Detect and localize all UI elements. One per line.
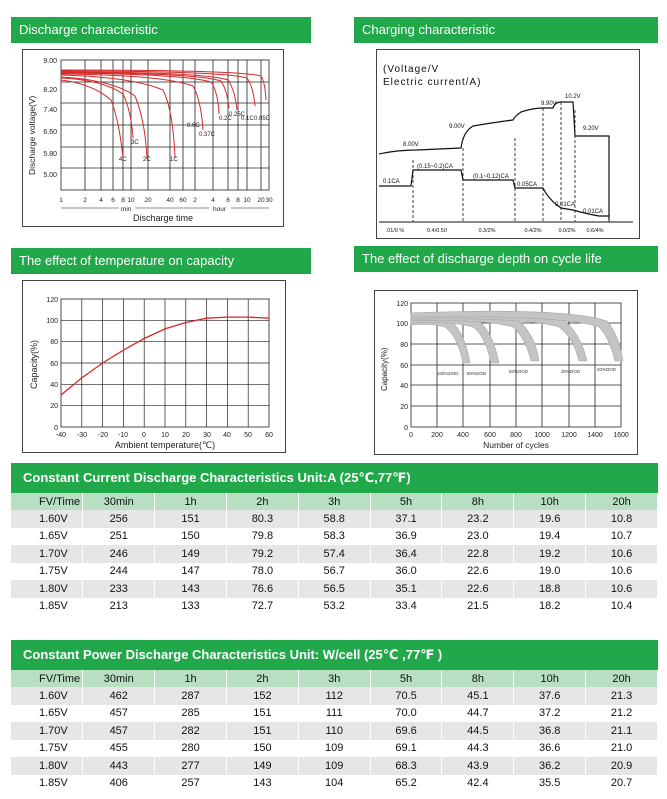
svg-text:0: 0 xyxy=(409,432,413,439)
row-label: 1.80V xyxy=(11,580,83,598)
temperature-x-label: Ambient temperature(℃) xyxy=(114,440,216,450)
charging-chart-svg xyxy=(377,50,639,238)
depth-chart-svg xyxy=(375,291,637,454)
svg-text:200: 200 xyxy=(431,432,443,439)
svg-text:10: 10 xyxy=(161,432,169,439)
table-row xyxy=(11,510,658,528)
temperature-gridlines xyxy=(61,299,269,427)
svg-text:20: 20 xyxy=(400,404,408,411)
svg-text:0.2C: 0.2C xyxy=(219,116,232,122)
svg-text:.01/0 %: .01/0 % xyxy=(385,228,405,234)
table-cell: 277 xyxy=(155,757,227,775)
table-cell: 104 xyxy=(298,775,370,793)
svg-text:2: 2 xyxy=(83,197,87,204)
depth-y-label: Capacity(%) xyxy=(380,347,389,391)
discharge-chart xyxy=(22,49,284,227)
svg-text:100%DOD: 100%DOD xyxy=(437,371,459,376)
svg-text:0.05C: 0.05C xyxy=(254,116,271,122)
row-label: 1.70V xyxy=(11,722,83,740)
svg-text:60: 60 xyxy=(179,197,187,204)
svg-text:1200: 1200 xyxy=(561,432,577,439)
table-row xyxy=(11,580,658,598)
svg-text:1400: 1400 xyxy=(587,432,603,439)
svg-text:40: 40 xyxy=(166,197,174,204)
table-cell: 56.7 xyxy=(298,563,370,581)
temperature-chart-svg xyxy=(23,281,285,452)
table-cell: 56.5 xyxy=(298,580,370,598)
table-cell: 10.6 xyxy=(586,580,658,598)
svg-text:6.60: 6.60 xyxy=(43,129,57,136)
table-cell: 79.2 xyxy=(226,545,298,563)
discharge-y-ticks xyxy=(43,58,57,179)
svg-text:9.20V: 9.20V xyxy=(583,126,599,132)
table-cell: 233 xyxy=(83,580,155,598)
table-cell: 76.6 xyxy=(226,580,298,598)
table-row xyxy=(11,757,658,775)
svg-text:0: 0 xyxy=(54,425,58,432)
svg-text:20: 20 xyxy=(182,432,190,439)
table-cell: 10.8 xyxy=(586,510,658,528)
svg-text:60: 60 xyxy=(265,432,273,439)
temperature-chart xyxy=(22,280,286,453)
constant-current-header-row xyxy=(11,493,658,510)
svg-text:1: 1 xyxy=(59,197,63,204)
svg-text:4: 4 xyxy=(99,197,103,204)
svg-text:20: 20 xyxy=(50,403,58,410)
svg-text:0.6/4%: 0.6/4% xyxy=(586,228,604,234)
table-cell: 251 xyxy=(83,528,155,546)
table-cell: 69.1 xyxy=(370,740,442,758)
svg-text:5.00: 5.00 xyxy=(43,172,57,179)
svg-text:20: 20 xyxy=(257,197,265,204)
svg-text:50: 50 xyxy=(244,432,252,439)
table-cell: 19.4 xyxy=(514,528,586,546)
svg-text:8: 8 xyxy=(236,197,240,204)
svg-text:60: 60 xyxy=(400,363,408,370)
svg-text:0.3/2%: 0.3/2% xyxy=(478,228,496,234)
svg-text:8.20: 8.20 xyxy=(43,87,57,94)
svg-text:-30: -30 xyxy=(76,432,88,439)
table-row xyxy=(11,775,658,793)
svg-text:400: 400 xyxy=(457,432,469,439)
column-header: 3h xyxy=(298,493,370,510)
row-label: 1.70V xyxy=(11,545,83,563)
table-cell: 33.4 xyxy=(370,598,442,616)
table-cell: 257 xyxy=(155,775,227,793)
table-row xyxy=(11,722,658,740)
svg-text:2: 2 xyxy=(193,197,197,204)
discharge-x-label: Discharge time xyxy=(132,213,194,223)
table-cell: 152 xyxy=(226,687,298,705)
svg-text:6: 6 xyxy=(226,197,230,204)
constant-power-title: Constant Power Discharge Characteristics Unit: W/cell (25℃ ,77℉ ) xyxy=(11,640,658,670)
column-header: 5h xyxy=(370,670,442,687)
table-cell: 36.8 xyxy=(514,722,586,740)
svg-text:80: 80 xyxy=(400,342,408,349)
table-cell: 44.3 xyxy=(442,740,514,758)
table-cell: 112 xyxy=(298,687,370,705)
svg-text:4C: 4C xyxy=(119,157,127,163)
table-cell: 19.2 xyxy=(514,545,586,563)
column-header: 1h xyxy=(155,670,227,687)
svg-text:600: 600 xyxy=(484,432,496,439)
svg-text:0.4/2%: 0.4/2% xyxy=(524,228,542,234)
row-label: 1.60V xyxy=(11,687,83,705)
table-cell: 10.7 xyxy=(586,528,658,546)
svg-text:0: 0 xyxy=(142,432,146,439)
svg-text:0.01CA: 0.01CA xyxy=(583,209,604,215)
table-cell: 23.0 xyxy=(442,528,514,546)
table-cell: 36.4 xyxy=(370,545,442,563)
table-cell: 80.3 xyxy=(226,510,298,528)
constant-power-table xyxy=(11,640,658,792)
column-header: 2h xyxy=(226,670,298,687)
column-header: 30min xyxy=(83,493,155,510)
svg-text:4: 4 xyxy=(211,197,215,204)
svg-text:30: 30 xyxy=(265,197,273,204)
table-cell: 37.2 xyxy=(514,705,586,723)
discharge-y-label: Discharge voltage(V) xyxy=(27,95,37,175)
svg-text:100: 100 xyxy=(46,318,58,325)
table-cell: 78.0 xyxy=(226,563,298,581)
depth-band-labels xyxy=(437,367,617,376)
row-label: 1.75V xyxy=(11,563,83,581)
discharge-x-ticks xyxy=(59,197,273,204)
row-label: 1.65V xyxy=(11,528,83,546)
table-cell: 43.9 xyxy=(442,757,514,775)
table-cell: 58.3 xyxy=(298,528,370,546)
table-cell: 36.6 xyxy=(514,740,586,758)
svg-text:9.90V: 9.90V xyxy=(541,101,557,107)
column-header: 2h xyxy=(226,493,298,510)
table-cell: 22.6 xyxy=(442,580,514,598)
svg-text:-40: -40 xyxy=(55,432,67,439)
svg-text:7.40: 7.40 xyxy=(43,107,57,114)
table-cell: 36.9 xyxy=(370,528,442,546)
svg-text:20%DOD: 20%DOD xyxy=(597,367,617,372)
table-row xyxy=(11,705,658,723)
discharge-header: Discharge characteristic xyxy=(11,17,311,43)
charging-y-label-2: Electric current/A) xyxy=(383,77,482,88)
table-row xyxy=(11,598,658,616)
charging-chart xyxy=(376,49,640,239)
column-header: 1h xyxy=(155,493,227,510)
table-cell: 20.7 xyxy=(586,775,658,793)
svg-text:9.00: 9.00 xyxy=(43,58,57,65)
column-header: 20h xyxy=(586,493,658,510)
column-header: 30min xyxy=(83,670,155,687)
table-cell: 21.5 xyxy=(442,598,514,616)
temperature-y-label: Capacity(%) xyxy=(29,339,39,389)
svg-text:40: 40 xyxy=(400,383,408,390)
charging-y-label-1: (Voltage/V xyxy=(383,64,440,75)
svg-text:1000: 1000 xyxy=(534,432,550,439)
table-cell: 213 xyxy=(83,598,155,616)
table-cell: 406 xyxy=(83,775,155,793)
table-cell: 109 xyxy=(298,740,370,758)
svg-text:0.4/0.50: 0.4/0.50 xyxy=(427,228,447,234)
table-cell: 35.1 xyxy=(370,580,442,598)
column-header: 10h xyxy=(514,493,586,510)
svg-text:0.0/2%: 0.0/2% xyxy=(558,228,576,234)
table-cell: 256 xyxy=(83,510,155,528)
table-cell: 19.0 xyxy=(514,563,586,581)
svg-text:(0.1~0.12)CA: (0.1~0.12)CA xyxy=(473,174,509,180)
table-cell: 21.2 xyxy=(586,705,658,723)
table-row xyxy=(11,545,658,563)
svg-text:0.05CA: 0.05CA xyxy=(517,182,538,188)
table-cell: 35.5 xyxy=(514,775,586,793)
table-cell: 147 xyxy=(155,563,227,581)
table-cell: 151 xyxy=(226,705,298,723)
table-cell: 10.4 xyxy=(586,598,658,616)
svg-text:0.01CA: 0.01CA xyxy=(555,202,576,208)
table-cell: 443 xyxy=(83,757,155,775)
svg-text:30%DOD: 30%DOD xyxy=(561,369,581,374)
table-cell: 44.7 xyxy=(442,705,514,723)
svg-text:10: 10 xyxy=(127,197,135,204)
table-cell: 58.8 xyxy=(298,510,370,528)
table-cell: 65.2 xyxy=(370,775,442,793)
table-cell: 53.2 xyxy=(298,598,370,616)
svg-text:10: 10 xyxy=(243,197,251,204)
discharge-unit-min: min xyxy=(121,206,132,213)
table-cell: 455 xyxy=(83,740,155,758)
table-cell: 285 xyxy=(155,705,227,723)
table-cell: 44.5 xyxy=(442,722,514,740)
table-cell: 150 xyxy=(226,740,298,758)
charging-header: Charging characteristic xyxy=(354,17,658,43)
table-cell: 70.5 xyxy=(370,687,442,705)
svg-text:80: 80 xyxy=(50,339,58,346)
svg-text:-10: -10 xyxy=(117,432,129,439)
depth-x-label: Number of cycles xyxy=(483,440,549,450)
svg-text:1C: 1C xyxy=(170,157,178,163)
table-cell: 37.1 xyxy=(370,510,442,528)
temperature-y-ticks xyxy=(46,297,58,432)
table-cell: 143 xyxy=(155,580,227,598)
table-cell: 22.6 xyxy=(442,563,514,581)
svg-text:0.1CA: 0.1CA xyxy=(383,179,400,185)
table-cell: 110 xyxy=(298,722,370,740)
table-cell: 19.6 xyxy=(514,510,586,528)
row-label: 1.60V xyxy=(11,510,83,528)
table-cell: 36.2 xyxy=(514,757,586,775)
svg-text:2C: 2C xyxy=(143,157,151,163)
table-cell: 21.1 xyxy=(586,722,658,740)
charging-annotations xyxy=(383,94,603,215)
svg-text:80%DOD: 80%DOD xyxy=(467,371,487,376)
svg-text:40: 40 xyxy=(223,432,231,439)
constant-current-grid xyxy=(11,493,658,615)
column-header: FV/Time xyxy=(11,493,83,510)
constant-current-title: Constant Current Discharge Characteristics Unit:A (25℃,77℉) xyxy=(11,463,658,493)
svg-text:20: 20 xyxy=(144,197,152,204)
charging-x-ticks xyxy=(386,228,604,234)
constant-power-body xyxy=(11,687,658,792)
svg-text:60: 60 xyxy=(50,361,58,368)
svg-text:0.37C: 0.37C xyxy=(199,132,216,138)
table-row xyxy=(11,740,658,758)
depth-bands xyxy=(411,311,623,363)
table-cell: 150 xyxy=(155,528,227,546)
table-row xyxy=(11,563,658,581)
table-cell: 21.0 xyxy=(586,740,658,758)
svg-text:40: 40 xyxy=(50,382,58,389)
table-cell: 149 xyxy=(226,757,298,775)
row-label: 1.65V xyxy=(11,705,83,723)
svg-text:9.00V: 9.00V xyxy=(449,124,465,130)
constant-power-grid xyxy=(11,670,658,792)
table-cell: 287 xyxy=(155,687,227,705)
table-cell: 37.6 xyxy=(514,687,586,705)
table-cell: 282 xyxy=(155,722,227,740)
table-cell: 36.0 xyxy=(370,563,442,581)
depth-chart xyxy=(374,290,638,455)
table-cell: 457 xyxy=(83,722,155,740)
svg-text:5.80: 5.80 xyxy=(43,151,57,158)
table-cell: 42.4 xyxy=(442,775,514,793)
table-cell: 22.8 xyxy=(442,545,514,563)
svg-text:100: 100 xyxy=(396,321,408,328)
svg-text:0: 0 xyxy=(404,425,408,432)
table-cell: 143 xyxy=(226,775,298,793)
svg-text:6: 6 xyxy=(111,197,115,204)
svg-text:50%DOD: 50%DOD xyxy=(509,369,529,374)
temperature-header: The effect of temperature on capacity xyxy=(11,248,311,274)
table-cell: 70.0 xyxy=(370,705,442,723)
column-header: 5h xyxy=(370,493,442,510)
table-row xyxy=(11,528,658,546)
table-cell: 18.8 xyxy=(514,580,586,598)
svg-text:8: 8 xyxy=(121,197,125,204)
discharge-unit-hour: hour xyxy=(213,206,227,213)
table-cell: 20.9 xyxy=(586,757,658,775)
table-cell: 45.1 xyxy=(442,687,514,705)
table-cell: 68.3 xyxy=(370,757,442,775)
table-cell: 457 xyxy=(83,705,155,723)
table-cell: 109 xyxy=(298,757,370,775)
svg-text:3C: 3C xyxy=(131,140,139,146)
constant-current-body xyxy=(11,510,658,615)
table-cell: 246 xyxy=(83,545,155,563)
table-cell: 280 xyxy=(155,740,227,758)
row-label: 1.75V xyxy=(11,740,83,758)
table-cell: 72.7 xyxy=(226,598,298,616)
row-label: 1.85V xyxy=(11,598,83,616)
depth-header: The effect of discharge depth on cycle life xyxy=(354,246,658,272)
svg-text:0.1C: 0.1C xyxy=(241,116,254,122)
svg-text:(0.15~0.2)CA: (0.15~0.2)CA xyxy=(417,164,453,170)
table-cell: 69.6 xyxy=(370,722,442,740)
svg-text:10.2V: 10.2V xyxy=(565,94,581,100)
table-cell: 462 xyxy=(83,687,155,705)
temperature-x-ticks xyxy=(56,432,273,439)
table-cell: 18.2 xyxy=(514,598,586,616)
discharge-chart-svg xyxy=(23,50,283,226)
table-cell: 10.6 xyxy=(586,545,658,563)
depth-y-ticks xyxy=(396,301,408,432)
table-cell: 151 xyxy=(226,722,298,740)
constant-power-header-row xyxy=(11,670,658,687)
table-row xyxy=(11,687,658,705)
svg-text:120: 120 xyxy=(396,301,408,308)
depth-x-ticks xyxy=(409,432,629,439)
svg-text:120: 120 xyxy=(46,297,58,304)
column-header: 8h xyxy=(442,670,514,687)
svg-text:30: 30 xyxy=(203,432,211,439)
column-header: 10h xyxy=(514,670,586,687)
column-header: FV/Time xyxy=(11,670,83,687)
row-label: 1.80V xyxy=(11,757,83,775)
svg-text:-20: -20 xyxy=(97,432,109,439)
table-cell: 244 xyxy=(83,563,155,581)
table-cell: 149 xyxy=(155,545,227,563)
constant-current-table xyxy=(11,463,658,615)
table-cell: 151 xyxy=(155,510,227,528)
table-cell: 10.6 xyxy=(586,563,658,581)
row-label: 1.85V xyxy=(11,775,83,793)
svg-text:0.25C: 0.25C xyxy=(229,112,246,118)
svg-text:1600: 1600 xyxy=(613,432,629,439)
table-cell: 79.8 xyxy=(226,528,298,546)
column-header: 20h xyxy=(586,670,658,687)
table-cell: 57.4 xyxy=(298,545,370,563)
svg-text:800: 800 xyxy=(510,432,522,439)
table-cell: 111 xyxy=(298,705,370,723)
svg-text:8.00V: 8.00V xyxy=(403,142,419,148)
table-cell: 133 xyxy=(155,598,227,616)
column-header: 3h xyxy=(298,670,370,687)
svg-text:0.6C: 0.6C xyxy=(187,123,200,129)
table-cell: 23.2 xyxy=(442,510,514,528)
column-header: 8h xyxy=(442,493,514,510)
table-cell: 21.3 xyxy=(586,687,658,705)
